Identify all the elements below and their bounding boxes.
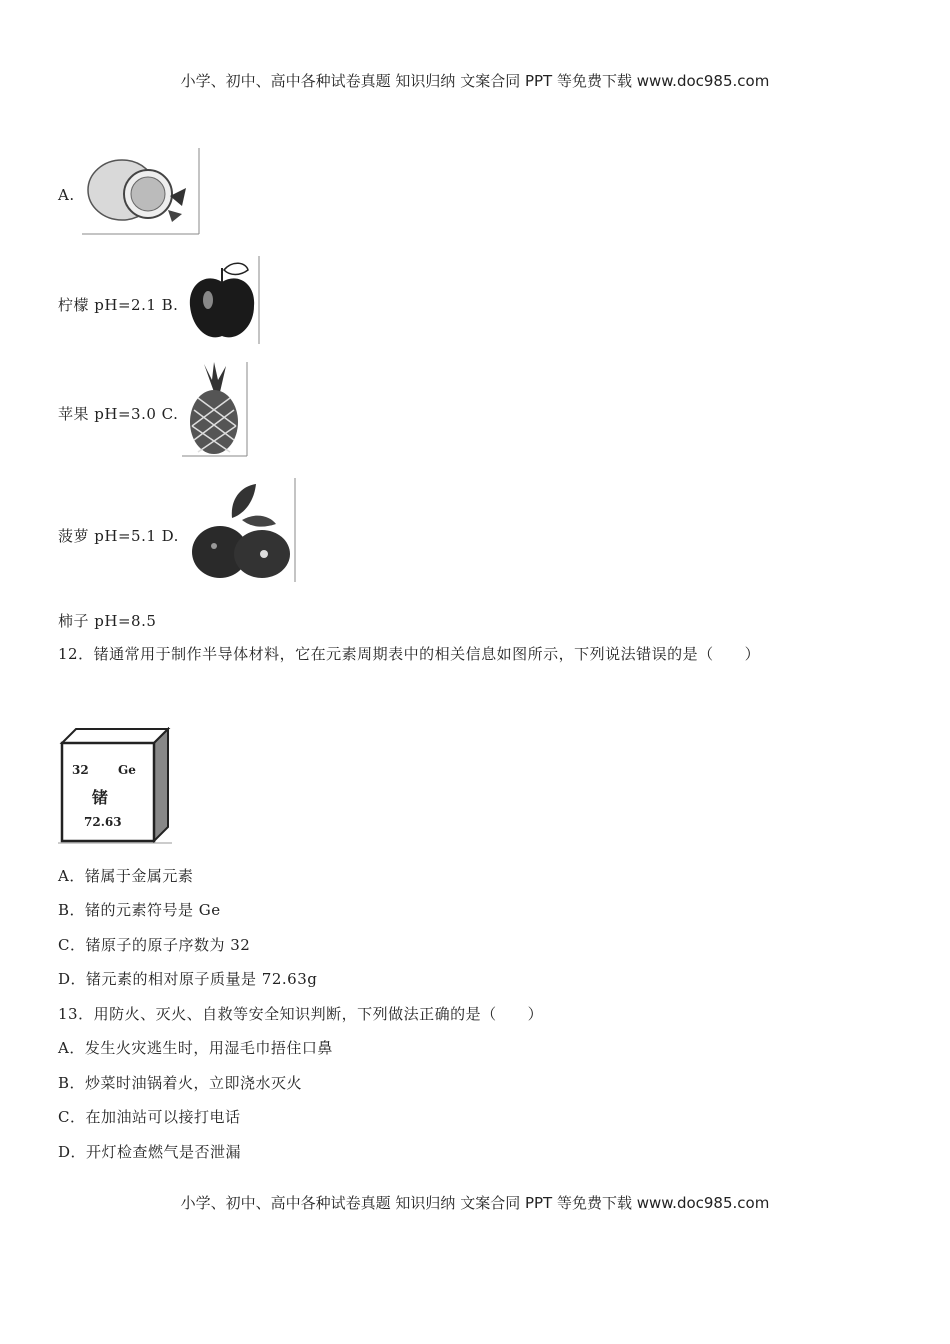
page-footer: 小学、初中、高中各种试卷真题 知识归纳 文案合同 PPT 等免费下载 www.doc985.com: [180, 1194, 770, 1212]
atomic-number: 32: [72, 763, 89, 777]
option-b-line: 柠檬 pH=2.1 B.: [58, 296, 179, 314]
pineapple-image: [182, 362, 250, 458]
option-a-label: A.: [58, 186, 75, 204]
q12-option-d: D．锗元素的相对原子质量是 72.63g: [58, 970, 318, 988]
element-name: 锗: [92, 788, 109, 807]
q12-option-c: C．锗原子的原子序数为 32: [58, 936, 251, 954]
q13-option-a: A．发生火灾逃生时，用湿毛巾捂住口鼻: [58, 1039, 333, 1057]
apple-image: [186, 256, 262, 346]
q12-option-a: A．锗属于金属元素: [58, 867, 194, 885]
germanium-element-card: [58, 727, 174, 845]
page-header: 小学、初中、高中各种试卷真题 知识归纳 文案合同 PPT 等免费下载 www.doc985.com: [180, 72, 770, 90]
option-d-ph: 柿子 pH=8.5: [58, 612, 157, 630]
q13-option-c: C．在加油站可以接打电话: [58, 1108, 241, 1126]
q13-stem: 13．用防火、灭火、自救等安全知识判断，下列做法正确的是（ ）: [58, 1005, 544, 1023]
atomic-mass: 72.63: [84, 815, 122, 829]
q13-option-d: D．开灯检查燃气是否泄漏: [58, 1143, 242, 1161]
option-d-line: 菠萝 pH=5.1 D.: [58, 527, 179, 545]
option-c-line: 苹果 pH=3.0 C.: [58, 405, 179, 423]
q12-option-b: B．锗的元素符号是 Ge: [58, 901, 221, 919]
q13-option-b: B．炒菜时油锅着火，立即浇水灭火: [58, 1074, 303, 1092]
q12-stem: 12．锗通常用于制作半导体材料，它在元素周期表中的相关信息如图所示，下列说法错误的是（ ）: [58, 645, 761, 663]
persimmon-image: [186, 478, 298, 584]
lemon-image: [82, 148, 202, 236]
element-symbol: Ge: [118, 763, 136, 777]
